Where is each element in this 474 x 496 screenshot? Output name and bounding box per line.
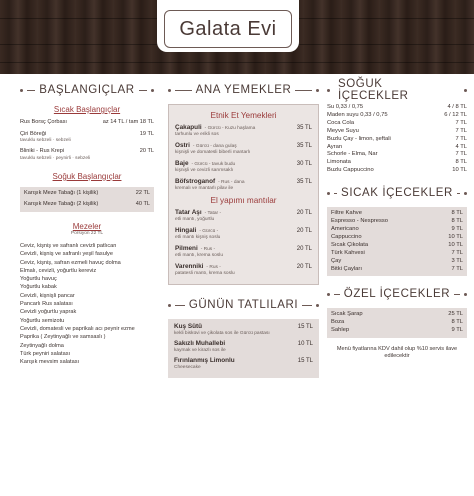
drink-name: Buzlu Cappuccino xyxy=(327,167,374,174)
item-price: 19 TL xyxy=(139,130,154,137)
menu-item xyxy=(24,190,150,198)
drink-name: Espresso - Nespresso xyxy=(331,218,389,225)
main-dish-name-group xyxy=(175,227,218,235)
main-dish-item xyxy=(175,263,312,277)
main-dish-price: 20 TL xyxy=(296,246,312,252)
drink-row xyxy=(331,210,463,218)
dessert-row xyxy=(174,340,313,348)
meze-item: Pancarlı Rus salatası xyxy=(20,301,73,308)
meze-item: Türk peyniri salatası xyxy=(20,350,71,357)
menu-item xyxy=(24,201,150,209)
meze-item: Zeytinyağlı dolma xyxy=(20,342,64,349)
hot-drinks-list xyxy=(327,207,467,276)
divider-dot xyxy=(20,89,23,92)
meat-dishes-list xyxy=(175,124,312,192)
drink-name: Schorle - Elma, Nar xyxy=(327,151,378,158)
item-price: 22 TL xyxy=(135,189,150,196)
hot-starters-title: Sıcak Başlangıçlar xyxy=(53,105,121,114)
drink-price: 25 TL xyxy=(448,311,463,318)
main-dish-origin: - Gürcü - dana gulaş xyxy=(192,144,237,149)
main-dish-name-group xyxy=(175,209,221,217)
brand-title: Galata Evi xyxy=(164,10,292,48)
drink-row xyxy=(327,167,467,175)
brand-plate xyxy=(157,0,299,52)
drink-price: 9 TL xyxy=(451,225,463,232)
meze-item: Yoğurtlu havuç xyxy=(20,276,57,283)
main-dish-description: etli mantı, yoğurtlu xyxy=(175,217,215,222)
special-drinks-title: ÖZEL İÇECEKLER xyxy=(343,288,451,301)
meze-item: Karışık mevsim salatası xyxy=(20,359,80,366)
main-dish-name: Varenniki xyxy=(175,263,204,270)
drink-name: Cappuccino xyxy=(331,233,362,240)
wood-plank-line xyxy=(0,62,474,63)
drink-price: 7 TL xyxy=(451,249,463,256)
item-description: tavuklu sebzeli · peynirli · sebzeli xyxy=(20,155,91,161)
dessert-description: Cheesecake xyxy=(174,365,201,370)
main-dish-row xyxy=(175,227,312,235)
item-price: 20 TL xyxy=(139,148,154,155)
divider-dot xyxy=(327,89,330,92)
item-price: 40 TL xyxy=(135,201,150,208)
drink-price: 7 TL xyxy=(455,151,467,158)
drink-name: Çay xyxy=(331,257,342,264)
main-dish-row xyxy=(175,178,312,186)
mains-box xyxy=(168,104,319,285)
main-dish-item xyxy=(175,124,312,138)
main-dish-name-group xyxy=(175,124,255,132)
item-name: Bliniki - Rus Krepi xyxy=(20,148,65,155)
main-dish-name-group xyxy=(175,160,235,168)
drink-price: 8 TL xyxy=(451,319,463,326)
menu-item xyxy=(20,148,154,162)
handmade-list xyxy=(175,209,312,277)
drink-price: 4 / 8 TL xyxy=(447,104,467,110)
main-dish-item xyxy=(175,227,312,241)
drink-row xyxy=(331,242,463,250)
main-dish-row xyxy=(175,160,312,168)
divider-dot xyxy=(327,293,330,296)
mains-heading xyxy=(168,82,319,98)
dessert-name: Fırınlanmış Limonlu xyxy=(174,357,235,364)
handmade-title: El yapımı mantılar xyxy=(210,196,277,205)
meze-item: Elmalı, cevizli, yoğurtlu kereviz xyxy=(20,267,97,274)
divider-line xyxy=(175,305,185,306)
dessert-item xyxy=(174,323,313,337)
divider-line xyxy=(334,294,340,295)
main-dish-name: Böfstroganof xyxy=(175,178,216,185)
main-dish-row xyxy=(175,263,312,271)
drink-name: Bitki Çayları xyxy=(331,265,362,272)
main-dish-description: etli mantı kişniş soslu xyxy=(175,235,221,240)
item-price: az 14 TL / tam 18 TL xyxy=(102,119,154,125)
drink-price: 6 / 12 TL xyxy=(444,111,467,118)
drink-price: 8 TL xyxy=(451,218,463,225)
drink-name: Filtre Kahve xyxy=(331,210,362,217)
hot-starters-list xyxy=(20,119,154,162)
drink-row xyxy=(331,234,463,242)
main-dish-row xyxy=(175,142,312,150)
main-dish-item xyxy=(175,245,312,259)
drink-row xyxy=(331,319,463,327)
meze-item: Cevizli, domatesli ve paprikalı acı peynir ezme xyxy=(20,325,135,332)
main-dish-description: kişnişli ve domatesli biberli mantarlı xyxy=(175,150,251,155)
dessert-row xyxy=(174,323,313,331)
divider-line xyxy=(302,305,312,306)
item-name: Rus Borsç Çorbası xyxy=(20,119,67,125)
main-dish-description: etli mantı, krema soslu xyxy=(175,253,223,258)
main-dish-price: 30 TL xyxy=(296,161,312,167)
item-name: Çiri Böreği xyxy=(20,130,47,137)
special-drinks-list xyxy=(327,308,467,338)
divider-dot xyxy=(316,304,319,307)
desserts-title: GÜNÜN TATLILARI xyxy=(188,299,299,311)
main-dish-name: Pilmeni xyxy=(175,245,198,252)
divider-dot xyxy=(327,192,330,195)
divider-dot xyxy=(168,304,171,307)
menu-item xyxy=(20,131,154,145)
divider-dot xyxy=(464,192,467,195)
hot-drinks-title: SICAK İÇECEKLER xyxy=(341,187,453,200)
starters-column xyxy=(20,82,154,366)
main-dish-name: Baje xyxy=(175,160,189,167)
drink-price: 4 TL xyxy=(455,143,467,150)
dessert-row xyxy=(174,357,313,365)
drink-name: Limonata xyxy=(327,159,351,166)
drink-price: 10 TL xyxy=(452,167,467,174)
divider-dot xyxy=(464,293,467,296)
drink-row xyxy=(331,266,463,274)
item-name: Karışık Meze Tabağı (1 kişilik) xyxy=(24,189,99,196)
main-dish-price: 20 TL xyxy=(296,210,312,216)
main-dish-origin: - Rus - xyxy=(200,247,216,252)
drink-row xyxy=(331,250,463,258)
main-dish-name: Ostri xyxy=(175,142,190,149)
meze-item: Yoğurtlu kabak xyxy=(20,284,57,291)
drink-price: 8 TL xyxy=(451,210,463,217)
drink-name: Su 0,33 / 0,75 xyxy=(327,104,364,110)
drink-row xyxy=(327,151,467,159)
starters-heading xyxy=(20,82,154,98)
main-dish-item xyxy=(175,209,312,223)
divider-line xyxy=(175,90,192,91)
divider-line xyxy=(139,90,147,91)
drink-row xyxy=(331,311,463,319)
menu-item xyxy=(20,119,154,127)
main-dish-description: kişnişli ve cevizli sarımsaklı xyxy=(175,168,234,173)
dessert-description: kekli bisküvi ve çikolata sos ile Gürcü pastası xyxy=(174,331,270,336)
divider-dot xyxy=(151,89,154,92)
dessert-item xyxy=(174,340,313,354)
main-dish-item xyxy=(175,178,312,192)
meze-item: Ceviz, kişniş ve safranlı cevizli patlıcan xyxy=(20,242,117,249)
cold-drinks-title: SOĞUK İÇECEKLER xyxy=(337,78,409,102)
mezeler-title: Mezeler xyxy=(72,221,102,231)
drink-name: Americano xyxy=(331,225,359,232)
drink-price: 10 TL xyxy=(448,241,463,248)
dessert-name: Kuş Sütü xyxy=(174,323,203,330)
drink-name: Sahlep xyxy=(331,327,350,334)
mains-title: ANA YEMEKLER xyxy=(195,84,292,96)
dessert-name: Sakızlı Muhallebi xyxy=(174,340,226,347)
divider-dot xyxy=(168,89,171,92)
main-dish-name: Tatar Aşı xyxy=(175,209,202,216)
main-dish-description: kremalı ve mantarlı pilav ile xyxy=(175,186,234,191)
drink-price: 7 TL xyxy=(455,135,467,142)
drink-price: 7 TL xyxy=(451,265,463,272)
drink-price: 3 TL xyxy=(451,257,463,264)
footer-note: Menü fiyatlarına KDV dahil olup %10 servis ilave edilecektir xyxy=(336,346,458,360)
drinks-column xyxy=(327,78,467,360)
desserts-heading xyxy=(168,297,319,313)
main-dish-row xyxy=(175,124,312,132)
drink-name: Buzlu Çay - limon, şeftali xyxy=(327,135,391,142)
drink-row xyxy=(327,104,467,112)
drink-name: Boza xyxy=(331,319,345,326)
item-name: Karışık Meze Tabağı (2 kişilik) xyxy=(24,201,99,208)
drink-price: 8 TL xyxy=(455,159,467,166)
divider-line xyxy=(334,193,337,194)
main-dish-price: 35 TL xyxy=(296,179,312,185)
divider-line xyxy=(295,90,312,91)
dessert-price: 10 TL xyxy=(297,341,313,347)
drink-name: Coca Cola xyxy=(327,119,355,126)
main-dish-name-group xyxy=(175,142,237,150)
main-dish-name-group xyxy=(175,245,215,253)
main-dish-item xyxy=(175,142,312,156)
drink-name: Maden suyu 0,33 / 0,75 xyxy=(327,111,388,118)
drink-row xyxy=(327,128,467,136)
mezeler-subtitle: Porsiyon 22 TL xyxy=(70,230,104,236)
item-description: tavuklu sebzeli · sebzeli xyxy=(20,138,71,144)
mezeler-list xyxy=(20,242,154,366)
divider-line xyxy=(27,90,35,91)
drink-row xyxy=(327,136,467,144)
hot-drinks-heading xyxy=(327,185,467,201)
main-dish-price: 20 TL xyxy=(296,264,312,270)
cold-starters-box xyxy=(20,187,154,212)
meze-item: Cevizli yoğurtlu yaprak xyxy=(20,309,77,316)
drink-row xyxy=(331,327,463,335)
drink-row xyxy=(331,218,463,226)
main-dish-price: 35 TL xyxy=(296,143,312,149)
main-dish-name-group xyxy=(175,263,221,271)
drink-price: 9 TL xyxy=(451,327,463,334)
drink-row xyxy=(327,120,467,128)
drink-price: 7 TL xyxy=(455,127,467,134)
main-dish-origin: - Rus - xyxy=(206,265,221,270)
main-dish-row xyxy=(175,245,312,253)
meat-dishes-title: Etnik Et Yemekleri xyxy=(210,111,277,120)
drink-price: 10 TL xyxy=(448,233,463,240)
meze-item: Yoğurtlu semizotu xyxy=(20,317,65,324)
drink-name: Sıcak Çikolata xyxy=(331,241,369,248)
mains-column xyxy=(168,82,319,378)
drink-row xyxy=(331,258,463,266)
main-dish-price: 20 TL xyxy=(296,228,312,234)
divider-dot xyxy=(464,89,467,92)
cold-drinks-list xyxy=(327,104,467,175)
meze-item: Cevizli, kişniş ve safranlı yeşil fasulye xyxy=(20,251,113,258)
drink-row xyxy=(327,159,467,167)
cold-starters-title: Soğuk Başlangıçlar xyxy=(52,171,122,181)
main-dish-origin: - Gürcü - tavuk budu xyxy=(191,162,236,167)
starters-title: BAŞLANGIÇLAR xyxy=(39,84,135,96)
drink-row xyxy=(331,226,463,234)
drink-row xyxy=(327,144,467,152)
main-dish-name: Çakapuli xyxy=(175,124,202,131)
drink-name: Ayran xyxy=(327,143,343,150)
dessert-item xyxy=(174,357,313,371)
dessert-price: 15 TL xyxy=(297,324,313,330)
header-banner xyxy=(0,0,474,74)
main-dish-description: patatesli mantı, krema soslu xyxy=(175,271,235,276)
divider-line xyxy=(457,193,460,194)
cold-drinks-heading xyxy=(327,78,467,102)
main-dish-name-group xyxy=(175,178,245,186)
drink-name: Meyve Suyu xyxy=(327,127,359,134)
drink-name: Türk Kahvesi xyxy=(331,249,365,256)
main-dish-origin: - Gürcü - Kuzu haşlama xyxy=(204,126,256,131)
meze-item: Ceviz, kişniş, safran ezmeli havuç dolma xyxy=(20,259,121,266)
special-drinks-heading xyxy=(327,286,467,302)
main-dish-price: 35 TL xyxy=(296,125,312,131)
dessert-description: kaymak ve kirazlı sos ile xyxy=(174,348,226,353)
drink-row xyxy=(327,112,467,120)
main-dish-name: Hingali xyxy=(175,227,197,234)
drink-price: 7 TL xyxy=(455,119,467,126)
drink-name: Sıcak Şarap xyxy=(331,311,363,318)
meze-item: Paprika ( Zeytinyağlı ve samsaslı ) xyxy=(20,334,106,341)
main-dish-description: tarhunlu ve erikli sos xyxy=(175,132,219,137)
desserts-box xyxy=(168,319,319,378)
main-dish-origin: - Rus - dana xyxy=(218,180,245,185)
main-dish-origin: - Tatar - xyxy=(204,211,222,216)
divider-dot xyxy=(316,89,319,92)
divider-line xyxy=(454,294,460,295)
dessert-price: 15 TL xyxy=(297,358,313,364)
meze-item: Cevizli, kişnişli pancar xyxy=(20,292,75,299)
main-dish-row xyxy=(175,209,312,217)
main-dish-item xyxy=(175,160,312,174)
main-dish-origin: - Gürcü - xyxy=(199,229,219,234)
